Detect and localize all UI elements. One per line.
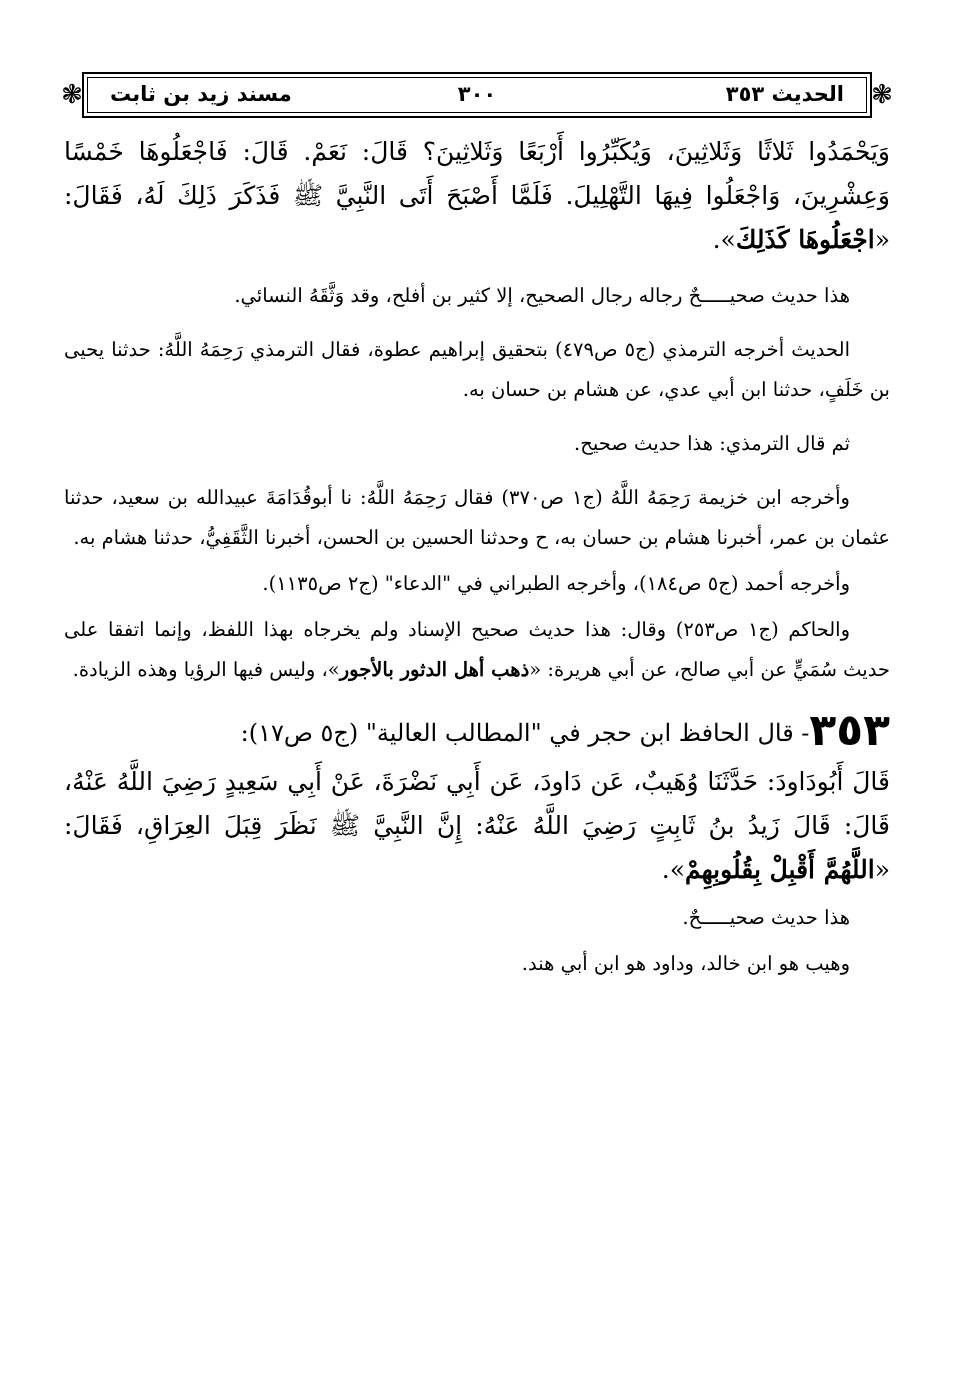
text-run: ». (661, 855, 685, 884)
hadith-heading (64, 704, 890, 760)
hadith-grading: هذا حديث صحيـــــحٌ. (682, 906, 850, 929)
text-line: ». (712, 225, 736, 254)
grading-paragraph: هذا حديث صحيـــــحٌ رجاله رجال الصحيح، إلا كثير بن أفلح، وقد وَثَّقَهُ النسائي. (234, 284, 850, 307)
hadith-number: ٣٥٣ (809, 705, 890, 756)
hakim-paragraph (64, 610, 890, 690)
hadith-text (64, 760, 890, 892)
left-ornament-icon: ❃ (61, 80, 83, 110)
text-line: وَيَحْمَدُوا ثَلاثًا وَثَلاثِينَ، وَيُكَبِّرُوا أَرْبَعًا وَثَلاثِينَ؟ قَالَ: نَعَمْ. قَالَ: فَاجْعَلُوهَا (138, 137, 890, 166)
hadith-source: - قال الحافظ ابن حجر في "المطالب العالية" (ج٥ ص١٧): (240, 719, 810, 747)
ahmad-tabarani-paragraph: وأخرجه أحمد (ج٥ ص١٨٤)، وأخرجه الطبراني في "الدعاء" (ج٢ ص١١٣٥). (262, 572, 850, 595)
prophet-saying: اجْعَلُوهَا كَذَلِكَ (735, 225, 875, 254)
quoted-hadith: ذهب أهل الدثور بالأجور (339, 658, 530, 681)
ibn-khuzaymah-paragraph: وأخرجه ابن خزيمة رَحِمَهُ اللَّهُ (ج١ ص٣٧٠) فقال رَحِمَهُ اللَّهُ: نا أبوقُدَامَةَ عبيدالله بن سعيد، حدثنا عثمان بن عمر، أخبرنا هشام بن حسان به، ح وحدثنا الحسين بن الحسن، أخبرنا الثَّقَفِيُّ، حدثنا هشام به. (64, 486, 890, 549)
takhrij-paragraph: الحديث أخرجه الترمذي (ج٥ ص٤٧٩) بتحقيق إبراهيم عطوة، فقال الترمذي رَحِمَهُ اللَّهُ: حدثنا يحيى بن خَلَفٍ، حدثنا ابن أبي عدي، عن هشام بن حسان به. (64, 338, 890, 401)
text-line: ذَلِكَ لَهُ، فَقَالَ: « (64, 181, 890, 254)
text-line: خَمْسًا وَعِشْرِينَ، وَاجْعَلُوا فِيهَا التَّهْلِيلَ. فَلَمَّا أَصْبَحَ أَتَى النَّبِيَّ ﷺ فَذَكَرَ (64, 137, 891, 210)
hadith-label: الحديث ٣٥٣ (725, 82, 844, 106)
text-run: قَالَ أَبُودَاودَ: حَدَّثَنَا وُهَيبٌ، عَن دَاودَ، عَن أَبِي نَضْرَةَ، عَنْ أَبِي سَعِيدٍ رَضِيَ اللَّهُ عَنْهُ، قَالَ: قَالَ زَيدُ بنُ ثَابِتٍ رَضِيَ اللَّهُ عَنْهُ: إِنَّ النَّبِيَّ ﷺ نَظَرَ قِبَلَ العِرَاقِ، فَقَالَ: « (64, 767, 890, 884)
text-run: »، وليس فيها الرؤيا وهذه الزيادة. (72, 658, 340, 681)
prophet-supplication: اللَّهُمَّ أَقْبِلْ بِقُلُوبِهِمْ (685, 855, 875, 884)
book-title: مسند زيد بن ثابت (110, 82, 292, 106)
text-run: والحاكم (ج١ ص٢٥٣) وقال: هذا حديث صحيح الإسناد ولم يخرجاه بهذا اللفظ، وإنما اتفقا على حديث سُمَيٍّ عن أبي صالح، عن أبي هريرة: « (64, 618, 890, 681)
page-body (64, 130, 890, 984)
narrator-note: وهيب هو ابن خالد، وداود هو ابن أبي هند. (521, 952, 850, 975)
tirmidhi-grading: ثم قال الترمذي: هذا حديث صحيح. (574, 432, 850, 455)
hadith-continuation (64, 130, 890, 262)
page-number: ٣٠٠ (457, 82, 497, 106)
right-ornament-icon: ❃ (871, 80, 893, 110)
running-header (60, 72, 894, 118)
